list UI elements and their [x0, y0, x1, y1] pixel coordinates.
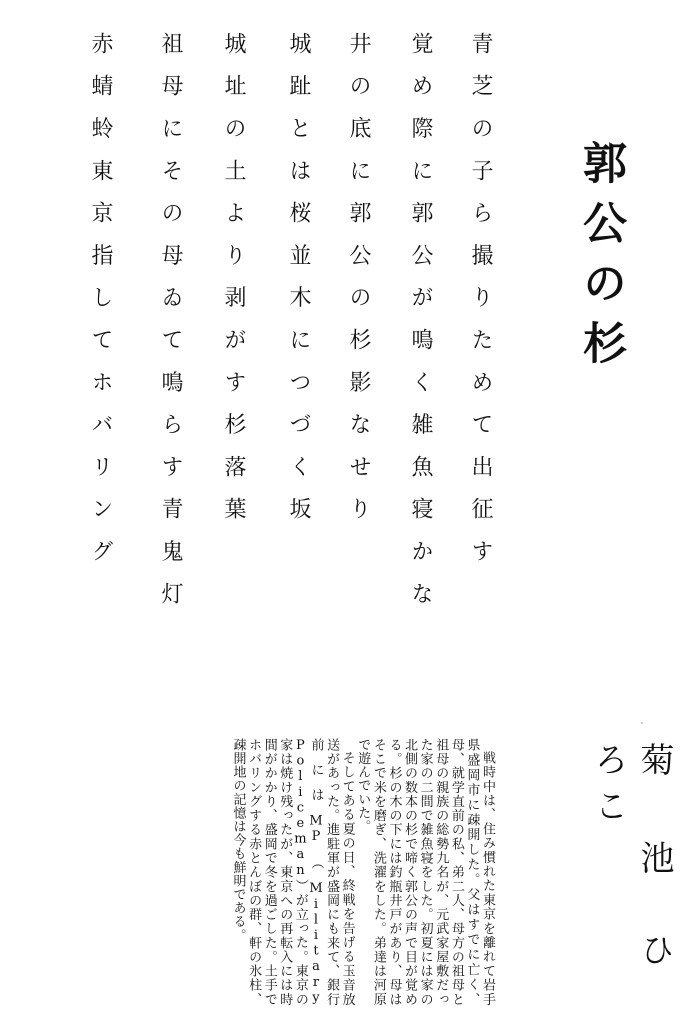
page-title: 郭公の杉 — [575, 140, 626, 380]
author-name: 菊 池 ひろこ — [588, 742, 674, 978]
haiku-column-group — [50, 32, 500, 672]
prose-paragraph: そしてある夏の日、終戦を告げる玉音放送があった。進駐軍が盛岡にも来て、銀行前にはMP（Military Policeman）が立った。東京の家は焼け残ったが、東京への再転入には時間がかかり、盛岡で冬を過ごした。土手でホバリングする赤とんぼの群、軒の氷柱、疎開地の記憶は今も鮮明である。 — [230, 738, 355, 1006]
haiku-line: 井の底に郭公の杉影なせり — [346, 32, 371, 540]
haiku-line: 青芝の子ら撮りためて出征す — [468, 32, 493, 582]
haiku-line: 赤蜻蛉東京指してホバリング — [88, 32, 113, 582]
haiku-line: 覚め際に郭公が鳴く雑魚寝かな — [408, 32, 433, 625]
prose-paragraph: 戦時中は、住み慣れた東京を離れて岩手県盛岡市に疎開した。父はすでに亡く、母、就学直前の私、弟二人、母方の祖母と祖母の親族の総勢九名が、元武家屋敷だった家の二間で雑魚寝をした。初夏には家の北側の数本の杉で啼く郭公の声で目が覚める。杉の木の下には釣瓶井戸があり、母はそこで米を磨ぎ、洗濯をした。弟達は河原で遊んでいた。 — [355, 738, 495, 1006]
haiku-line: 城趾とは桜並木につづく坂 — [286, 32, 311, 540]
prose-essay — [95, 738, 495, 1006]
haiku-line: 祖母にその母ゐて鳴らす青鬼灯 — [158, 32, 183, 625]
haiku-line: 城址の土より剥がす杉落葉 — [221, 32, 246, 540]
decorative-dot — [641, 722, 643, 724]
